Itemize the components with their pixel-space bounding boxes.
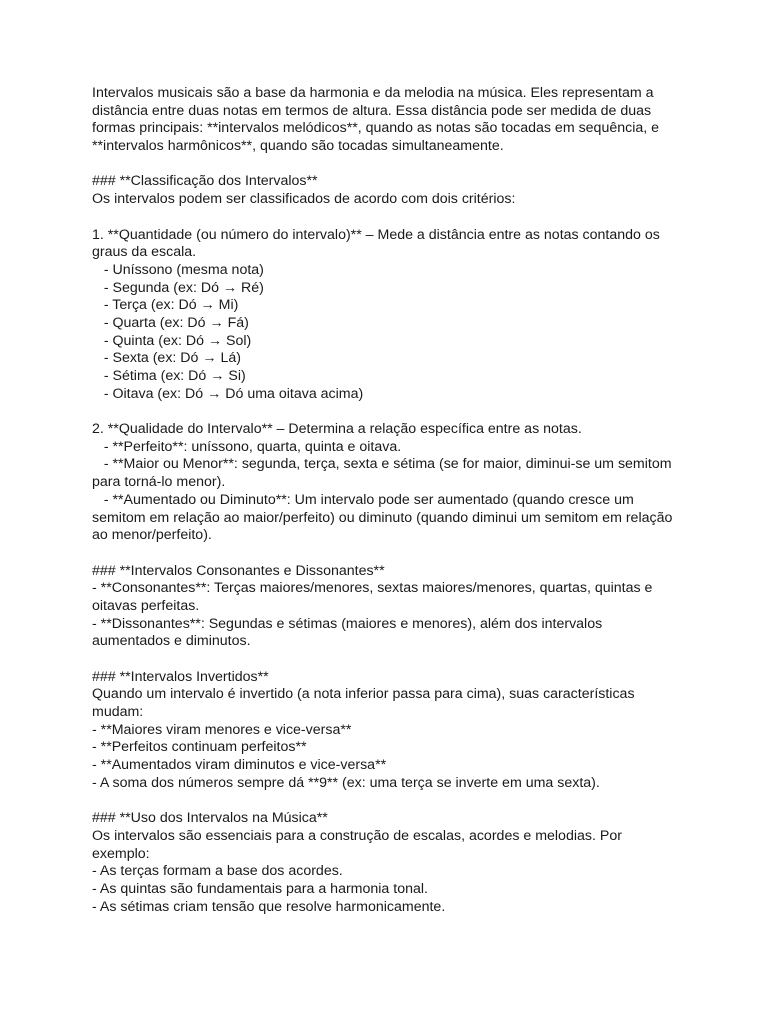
document-body	[92, 85, 692, 916]
blank-line	[92, 156, 692, 174]
list-item: - Uníssono (mesma nota)	[92, 261, 264, 278]
blank-line	[92, 793, 692, 811]
list-item: - Sétima (ex: Dó → Si)	[92, 368, 246, 384]
text-line: aumentados e diminutos.	[92, 633, 251, 650]
list-item: para torná-lo menor).	[92, 474, 226, 491]
inverted-intervals-section	[92, 669, 692, 793]
list-item: - **Perfeito**: uníssono, quarta, quinta e oitava.	[92, 438, 402, 455]
blank-line	[92, 545, 692, 563]
blank-line	[92, 403, 692, 421]
text-line: - As sétimas criam tensão que resolve harmonicamente.	[92, 898, 446, 915]
text-line: - **Aumentados viram diminutos e vice-versa**	[92, 757, 387, 774]
text-line: - **Dissonantes**: Segundas e sétimas (maiores e menores), além dos intervalos	[92, 615, 603, 632]
text-line: distância entre duas notas em termos de altura. Essa distância pode ser medida de duas	[92, 102, 652, 119]
text-line: - A soma dos números sempre dá **9** (ex: uma terça se inverte em uma sexta).	[92, 774, 600, 791]
section-heading: ### **Classificação dos Intervalos**	[92, 173, 318, 190]
section-heading: ### **Uso dos Intervalos na Música**	[92, 810, 328, 827]
text-line: - As quintas são fundamentais para a harmonia tonal.	[92, 880, 428, 897]
text-line: Os intervalos são essenciais para a construção de escalas, acordes e melodias. Por	[92, 827, 622, 844]
section-heading: ### **Intervalos Invertidos**	[92, 668, 269, 685]
intro-paragraph	[92, 85, 692, 156]
text-line: **intervalos harmônicos**, quando são tocadas simultaneamente.	[92, 138, 504, 155]
text-line: oitavas perfeitas.	[92, 597, 200, 614]
list-item: - Segunda (ex: Dó → Ré)	[92, 279, 264, 296]
text-line: - As terças formam a base dos acordes.	[92, 863, 343, 880]
text-line: - **Consonantes**: Terças maiores/menores, sextas maiores/menores, quartas, quintas e	[92, 580, 653, 597]
text-line: mudam:	[92, 704, 144, 721]
blank-line	[92, 209, 692, 227]
list-item: - **Aumentado ou Diminuto**: Um intervalo pode ser aumentado (quando cresce um	[92, 491, 634, 508]
list-item: - Quarta (ex: Dó → Fá)	[92, 314, 249, 331]
text-line: Quando um intervalo é invertido (a nota inferior passa para cima), suas características	[92, 686, 635, 703]
list-item: - **Maior ou Menor**: segunda, terça, sexta e sétima (se for maior, diminui-se um semitom	[92, 456, 672, 473]
text-line: exemplo:	[92, 845, 150, 862]
list-item: ao menor/perfeito).	[92, 527, 212, 544]
list-item: - Quinta (ex: Dó → Sol)	[92, 332, 252, 349]
classification-section	[92, 173, 692, 208]
list-item: graus da escala.	[92, 244, 197, 261]
text-line: Os intervalos podem ser classificados de acordo com dois critérios:	[92, 191, 516, 208]
list-item: 1. **Quantidade (ou número do intervalo)** – Mede a distância entre as notas contando os	[92, 226, 660, 243]
usage-section	[92, 810, 692, 916]
list-item: - Terça (ex: Dó → Mi)	[92, 297, 239, 314]
quality-list	[92, 421, 692, 545]
quantity-list	[92, 227, 692, 404]
text-line: - **Maiores viram menores e vice-versa**	[92, 721, 352, 738]
text-line: formas principais: **intervalos melódicos**, quando as notas são tocadas em sequência, e	[92, 120, 660, 137]
text-line: - **Perfeitos continuam perfeitos**	[92, 739, 307, 756]
text-line: Intervalos musicais são a base da harmonia e da melodia na música. Eles representam a	[92, 85, 654, 101]
blank-line	[92, 651, 692, 669]
list-item: 2. **Qualidade do Intervalo** – Determina a relação específica entre as notas.	[92, 421, 582, 438]
section-heading: ### **Intervalos Consonantes e Dissonantes**	[92, 562, 385, 579]
list-item: semitom em relação ao maior/perfeito) ou diminuto (quando diminui um semitom em relação	[92, 509, 673, 526]
list-item: - Oitava (ex: Dó → Dó uma oitava acima)	[92, 385, 364, 402]
consonant-dissonant-section	[92, 563, 692, 651]
list-item: - Sexta (ex: Dó → Lá)	[92, 350, 242, 367]
